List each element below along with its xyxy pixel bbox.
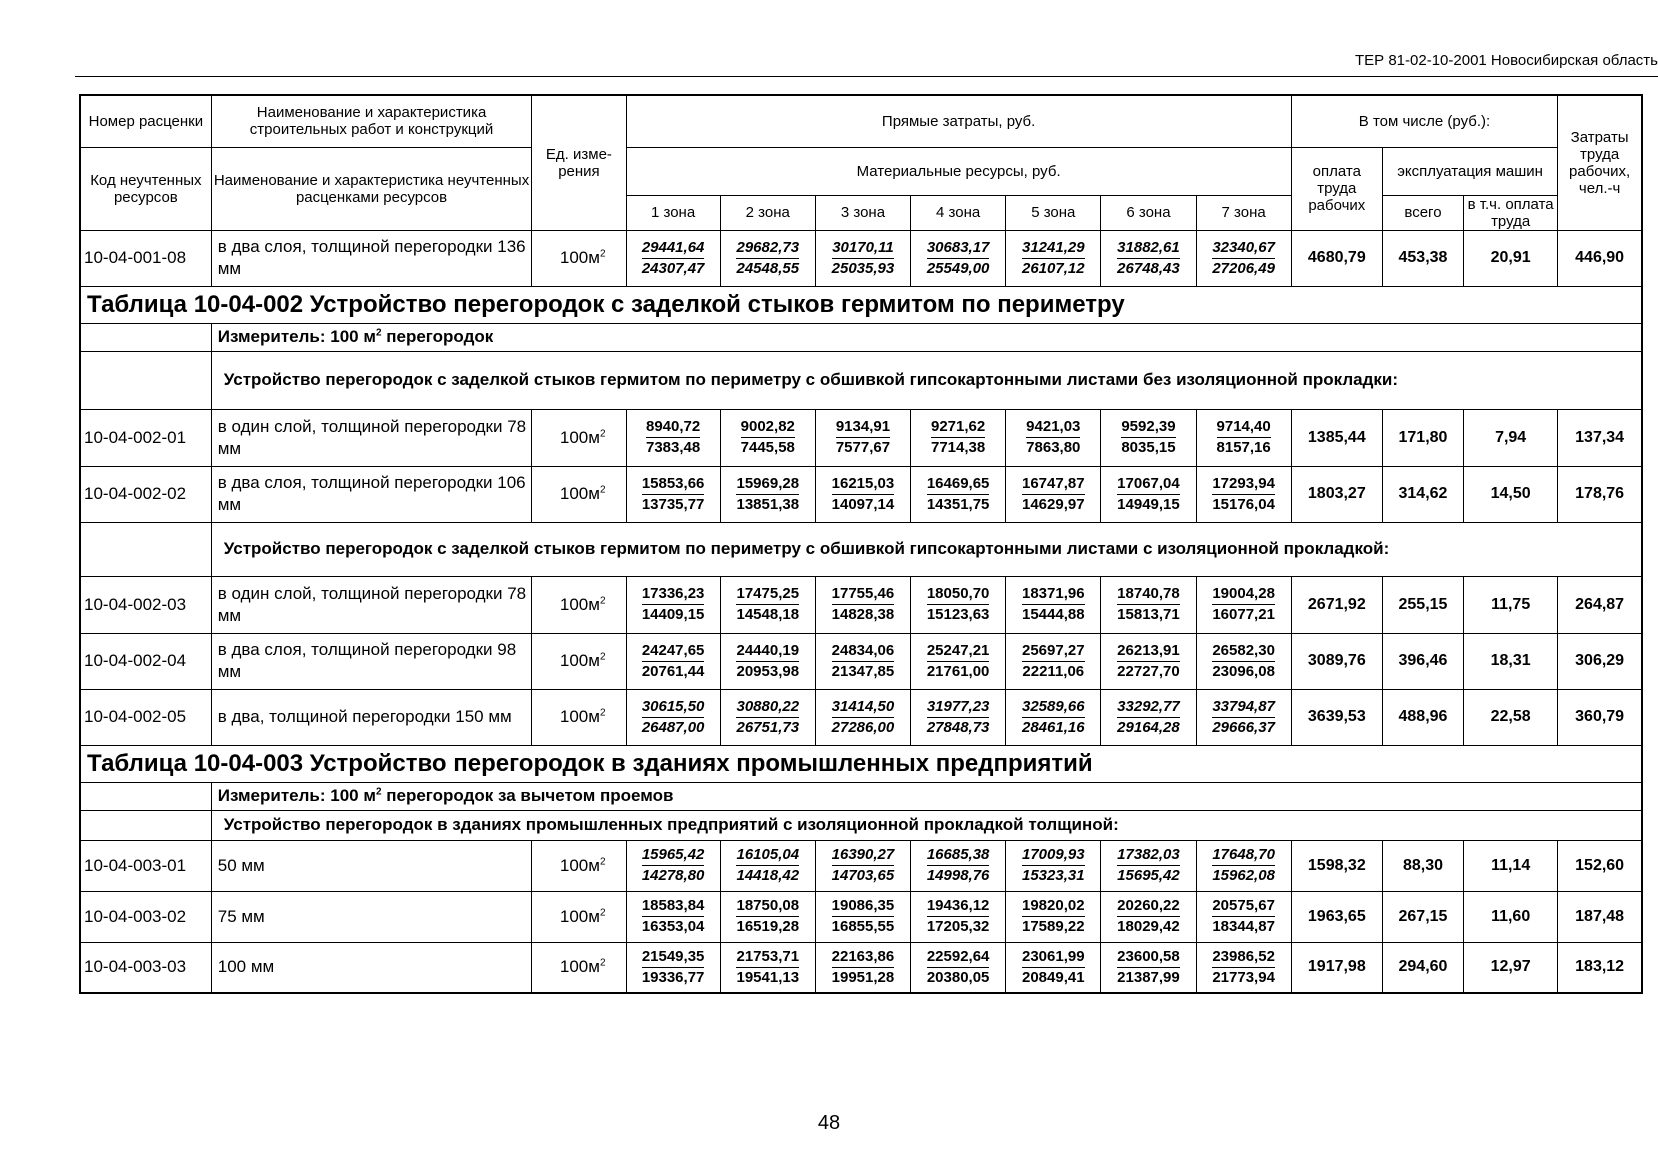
direct-cost: 9592,39 (1121, 417, 1175, 438)
material-cost: 15176,04 (1212, 495, 1275, 513)
zone-price (1006, 576, 1101, 633)
material-cost: 24307,47 (641, 259, 705, 277)
material-cost: 29164,28 (1117, 718, 1180, 736)
table-row (80, 633, 1642, 689)
wages-value: 1917,98 (1291, 942, 1382, 993)
material-cost: 22727,70 (1117, 662, 1180, 680)
unit: $100м^2$ (532, 466, 626, 522)
material-cost: 8157,16 (1216, 439, 1271, 456)
direct-cost: 30880,22 (736, 697, 799, 718)
hdr-labor: Затраты труда рабочих, чел.-ч (1558, 95, 1642, 230)
zone-price (815, 409, 910, 466)
labor-value: 178,76 (1558, 466, 1642, 522)
direct-cost: 16685,38 (927, 845, 990, 866)
direct-cost: 31977,23 (927, 697, 990, 718)
hdr-unit: Ед. изме-рения (532, 95, 626, 230)
zone-price (911, 633, 1006, 689)
direct-cost: 31241,29 (1022, 238, 1085, 259)
hdr-machines: эксплуатация машин (1382, 147, 1557, 195)
direct-cost: 31414,50 (832, 697, 895, 718)
labor-value: 183,12 (1558, 942, 1642, 993)
direct-cost: 23600,58 (1117, 947, 1180, 968)
zone-price (1006, 633, 1101, 689)
work-name: в два слоя, толщиной перегородки 136 мм (211, 230, 532, 286)
material-cost: 25035,93 (831, 259, 895, 277)
table-row (80, 409, 1642, 466)
direct-cost: 16215,03 (832, 474, 895, 495)
zone-price (720, 840, 815, 891)
direct-cost: 23061,99 (1022, 947, 1085, 968)
machines-value: 453,38 (1382, 230, 1463, 286)
zone-price (911, 466, 1006, 522)
machines-wages-value: 12,97 (1464, 942, 1558, 993)
zone-price (1196, 942, 1291, 993)
zone-price (720, 576, 815, 633)
zone-price (1101, 942, 1196, 993)
direct-cost: 20260,22 (1117, 896, 1180, 917)
zone-price (1101, 891, 1196, 942)
direct-cost: 21549,35 (642, 947, 705, 968)
work-name: 75 мм (211, 891, 532, 942)
hdr-code: Код неучтенных ресурсов (80, 147, 211, 230)
unit: $100м^2$ (532, 942, 626, 993)
direct-cost: 25697,27 (1022, 641, 1085, 662)
material-cost: 19336,77 (641, 968, 705, 986)
rate-code: 10-04-002-03 (80, 576, 211, 633)
zone-price (1006, 689, 1101, 745)
rates-table (79, 94, 1643, 994)
material-cost: 8035,15 (1121, 439, 1176, 456)
zone-price (815, 230, 910, 286)
zone-price (626, 576, 720, 633)
direct-cost: 16747,87 (1022, 474, 1085, 495)
direct-cost: 15853,66 (642, 474, 705, 495)
material-cost: 23096,08 (1212, 662, 1275, 680)
material-cost: 14703,65 (831, 867, 895, 884)
material-cost: 28461,16 (1022, 718, 1085, 736)
zone-price (1006, 409, 1101, 466)
hdr-zone: 2 зона (720, 195, 815, 230)
material-cost: 20953,98 (736, 662, 800, 680)
material-cost: 15323,31 (1022, 867, 1085, 884)
material-cost: 16353,04 (641, 918, 705, 935)
material-cost: 15444,88 (1022, 606, 1085, 623)
direct-cost: 19004,28 (1212, 584, 1275, 605)
direct-cost: 17382,03 (1117, 845, 1180, 866)
hdr-wages: оплата труда рабочих (1291, 147, 1382, 230)
material-cost: 24548,55 (736, 259, 800, 277)
direct-cost: 18750,08 (736, 896, 799, 917)
direct-cost: 8940,72 (646, 417, 700, 438)
direct-cost: 17648,70 (1212, 845, 1275, 866)
material-cost: 14278,80 (641, 867, 705, 884)
machines-wages-value: 22,58 (1464, 689, 1558, 745)
material-cost: 20849,41 (1022, 968, 1085, 986)
material-cost: 7863,80 (1026, 439, 1081, 456)
zone-price (1101, 840, 1196, 891)
group-heading: Устройство перегородок с заделкой стыков гермитом по периметру с обшивкой гипсокартонными листами без изоляционной прокладки: (211, 351, 1642, 409)
machines-value: 294,60 (1382, 942, 1463, 993)
rate-code: 10-04-002-05 (80, 689, 211, 745)
material-cost: 25549,00 (926, 259, 990, 277)
zone-price (1196, 633, 1291, 689)
labor-value: 360,79 (1558, 689, 1642, 745)
table-row (80, 891, 1642, 942)
material-cost: 16855,55 (831, 918, 895, 935)
direct-cost: 24440,19 (736, 641, 799, 662)
zone-price (626, 891, 720, 942)
material-cost: 14998,76 (926, 867, 990, 884)
hdr-zone: 1 зона (626, 195, 720, 230)
rate-code: 10-04-003-01 (80, 840, 211, 891)
hdr-incl-wages: в т.ч. оплата труда (1464, 195, 1558, 230)
hdr-number: Номер расценки (80, 95, 211, 147)
zone-price (911, 576, 1006, 633)
direct-cost: 20575,67 (1212, 896, 1275, 917)
direct-cost: 17009,93 (1022, 845, 1085, 866)
work-name: 100 мм (211, 942, 532, 993)
table-title: Таблица 10-04-002 Устройство перегородок с заделкой стыков гермитом по периметру (80, 286, 1642, 323)
material-cost: 14097,14 (831, 495, 895, 513)
hdr-zone: 3 зона (815, 195, 910, 230)
machines-value: 88,30 (1382, 840, 1463, 891)
zone-price (815, 576, 910, 633)
hdr-direct-costs: Прямые затраты, руб. (626, 95, 1291, 147)
material-cost: 7714,38 (931, 439, 986, 456)
material-cost: 16077,21 (1212, 606, 1275, 623)
zone-price (720, 466, 815, 522)
machines-wages-value: 11,75 (1464, 576, 1558, 633)
labor-value: 306,29 (1558, 633, 1642, 689)
labor-value: 446,90 (1558, 230, 1642, 286)
material-cost: 21761,00 (926, 662, 990, 680)
wages-value: 4680,79 (1291, 230, 1382, 286)
material-cost: 7577,67 (835, 439, 891, 456)
direct-cost: 22592,64 (927, 947, 990, 968)
direct-cost: 19086,35 (832, 896, 895, 917)
meter: Измеритель: 100 $м^2$ перегородок за вычетом проемов (211, 782, 1642, 810)
zone-price (1196, 689, 1291, 745)
work-name: 50 мм (211, 840, 532, 891)
rate-code: 10-04-002-02 (80, 466, 211, 522)
zone-price (815, 633, 910, 689)
direct-cost: 17755,46 (832, 584, 895, 605)
direct-cost: 33292,77 (1117, 697, 1180, 718)
direct-cost: 16469,65 (927, 474, 990, 495)
wages-value: 3639,53 (1291, 689, 1382, 745)
zone-price (815, 689, 910, 745)
material-cost: 7445,58 (740, 439, 795, 456)
zone-price (626, 633, 720, 689)
hdr-incl: В том числе (руб.): (1291, 95, 1558, 147)
machines-value: 314,62 (1382, 466, 1463, 522)
zone-price (1101, 689, 1196, 745)
hdr-total: всего (1382, 195, 1463, 230)
direct-cost: 33794,87 (1212, 697, 1275, 718)
material-cost: 14409,15 (641, 606, 705, 623)
direct-cost: 18371,96 (1022, 584, 1085, 605)
direct-cost: 17067,04 (1117, 474, 1180, 495)
table-title: Таблица 10-04-003 Устройство перегородок в зданиях промышленных предприятий (80, 745, 1642, 782)
direct-cost: 32589,66 (1022, 697, 1085, 718)
work-name: в два, толщиной перегородки 150 мм (211, 689, 532, 745)
machines-value: 171,80 (1382, 409, 1463, 466)
direct-cost: 17475,25 (736, 584, 799, 605)
zone-price (720, 633, 815, 689)
material-cost: 21347,85 (831, 662, 895, 680)
zone-price (626, 466, 720, 522)
direct-cost: 15969,28 (736, 474, 799, 495)
zone-price (911, 689, 1006, 745)
direct-cost: 23986,52 (1212, 947, 1275, 968)
zone-price (1006, 466, 1101, 522)
zone-price (626, 409, 720, 466)
zone-price (1101, 409, 1196, 466)
zone-price (1101, 576, 1196, 633)
table-row (80, 576, 1642, 633)
direct-cost: 16105,04 (736, 845, 799, 866)
direct-cost: 29441,64 (642, 238, 705, 259)
material-cost: 18344,87 (1212, 918, 1275, 935)
running-header: ТЕР 81-02-10-2001 Новосибирская область (1355, 52, 1658, 69)
material-cost: 26107,12 (1022, 259, 1085, 277)
work-name: в один слой, толщиной перегородки 78 мм (211, 576, 532, 633)
material-cost: 7383,48 (645, 439, 701, 456)
unit: $100м^2$ (532, 576, 626, 633)
machines-value: 488,96 (1382, 689, 1463, 745)
direct-cost: 25247,21 (927, 641, 990, 662)
material-cost: 14418,42 (736, 867, 800, 884)
group-heading: Устройство перегородок в зданиях промышленных предприятий с изоляционной прокладкой толщиной: (211, 810, 1642, 840)
direct-cost: 22163,86 (832, 947, 895, 968)
zone-price (1101, 230, 1196, 286)
zone-price (1196, 409, 1291, 466)
direct-cost: 30683,17 (927, 238, 990, 259)
zone-price (1101, 466, 1196, 522)
direct-cost: 32340,67 (1212, 238, 1275, 259)
direct-cost: 17293,94 (1212, 474, 1275, 495)
material-cost: 14828,38 (831, 606, 895, 623)
hdr-zone: 4 зона (911, 195, 1006, 230)
table-row (80, 466, 1642, 522)
zone-price (911, 891, 1006, 942)
unit: $100м^2$ (532, 840, 626, 891)
material-cost: 15123,63 (926, 606, 990, 623)
direct-cost: 30615,50 (642, 697, 705, 718)
material-cost: 16519,28 (736, 918, 800, 935)
zone-price (1196, 576, 1291, 633)
zone-price (626, 840, 720, 891)
material-cost: 26487,00 (641, 718, 705, 736)
table-row (80, 942, 1642, 993)
machines-wages-value: 20,91 (1464, 230, 1558, 286)
hdr-zone: 6 зона (1101, 195, 1196, 230)
rate-code: 10-04-002-01 (80, 409, 211, 466)
zone-price (626, 942, 720, 993)
group-heading: Устройство перегородок с заделкой стыков гермитом по периметру с обшивкой гипсокартонными листами с изоляционной прокладкой: (211, 522, 1642, 576)
direct-cost: 15965,42 (642, 845, 705, 866)
machines-value: 255,15 (1382, 576, 1463, 633)
unit: $100м^2$ (532, 633, 626, 689)
direct-cost: 30170,11 (832, 238, 893, 259)
machines-wages-value: 14,50 (1464, 466, 1558, 522)
material-cost: 19951,28 (831, 968, 895, 986)
direct-cost: 18740,78 (1117, 584, 1180, 605)
zone-price (911, 840, 1006, 891)
machines-value: 267,15 (1382, 891, 1463, 942)
direct-cost: 31882,61 (1117, 238, 1180, 259)
zone-price (911, 230, 1006, 286)
material-cost: 27286,00 (831, 718, 895, 736)
machines-wages-value: 18,31 (1464, 633, 1558, 689)
material-cost: 13735,77 (641, 495, 705, 513)
direct-cost: 9002,82 (741, 417, 795, 438)
zone-price (720, 230, 815, 286)
direct-cost: 21753,71 (736, 947, 799, 968)
wages-value: 1963,65 (1291, 891, 1382, 942)
meter: Измеритель: 100 $м^2$ перегородок (211, 323, 1642, 351)
material-cost: 15813,71 (1117, 606, 1180, 623)
machines-wages-value: 7,94 (1464, 409, 1558, 466)
direct-cost: 19436,12 (927, 896, 990, 917)
material-cost: 15962,08 (1212, 867, 1275, 884)
hdr-zone: 7 зона (1196, 195, 1291, 230)
unit: $100м^2$ (532, 689, 626, 745)
zone-price (1006, 891, 1101, 942)
material-cost: 27206,49 (1212, 259, 1275, 277)
wages-value: 1598,32 (1291, 840, 1382, 891)
zone-price (1196, 840, 1291, 891)
direct-cost: 9421,03 (1026, 417, 1080, 438)
material-cost: 17589,22 (1022, 918, 1085, 935)
rate-code: 10-04-003-03 (80, 942, 211, 993)
zone-price (1006, 942, 1101, 993)
zone-price (720, 409, 815, 466)
zone-price (1006, 840, 1101, 891)
material-cost: 21387,99 (1117, 968, 1180, 986)
direct-cost: 9134,91 (836, 417, 890, 438)
zone-price (626, 230, 720, 286)
labor-value: 187,48 (1558, 891, 1642, 942)
direct-cost: 24247,65 (642, 641, 705, 662)
zone-price (720, 689, 815, 745)
material-cost: 19541,13 (736, 968, 800, 986)
machines-wages-value: 11,14 (1464, 840, 1558, 891)
zone-price (1006, 230, 1101, 286)
direct-cost: 19820,02 (1022, 896, 1085, 917)
table-row (80, 230, 1642, 286)
material-cost: 14629,97 (1022, 495, 1085, 513)
zone-price (720, 891, 815, 942)
zone-price (720, 942, 815, 993)
work-name: в два слоя, толщиной перегородки 98 мм (211, 633, 532, 689)
zone-price (815, 891, 910, 942)
header-rule (75, 76, 1658, 77)
material-cost: 14351,75 (926, 495, 990, 513)
zone-price (1196, 466, 1291, 522)
rate-code: 10-04-003-02 (80, 891, 211, 942)
zone-price (815, 466, 910, 522)
material-cost: 26748,43 (1117, 259, 1180, 277)
wages-value: 1385,44 (1291, 409, 1382, 466)
machines-wages-value: 11,60 (1464, 891, 1558, 942)
material-cost: 15695,42 (1117, 867, 1180, 884)
wages-value: 3089,76 (1291, 633, 1382, 689)
material-cost: 17205,32 (926, 918, 990, 935)
zone-price (626, 689, 720, 745)
direct-cost: 26582,30 (1212, 641, 1275, 662)
direct-cost: 17336,23 (642, 584, 705, 605)
unit: $100м^2$ (532, 409, 626, 466)
wages-value: 1803,27 (1291, 466, 1382, 522)
table-row (80, 840, 1642, 891)
work-name: в один слой, толщиной перегородки 78 мм (211, 409, 532, 466)
zone-price (815, 840, 910, 891)
material-cost: 29666,37 (1212, 718, 1275, 736)
work-name: в два слоя, толщиной перегородки 106 мм (211, 466, 532, 522)
direct-cost: 9714,40 (1217, 417, 1271, 438)
zone-price (815, 942, 910, 993)
zone-price (911, 942, 1006, 993)
material-cost: 14949,15 (1117, 495, 1180, 513)
rate-code: 10-04-002-04 (80, 633, 211, 689)
hdr-zone: 5 зона (1006, 195, 1101, 230)
hdr-name-resources: Наименование и характеристика неучтенных расценками ресурсов (211, 147, 532, 230)
hdr-material: Материальные ресурсы, руб. (626, 147, 1291, 195)
rate-code: 10-04-001-08 (80, 230, 211, 286)
direct-cost: 29682,73 (736, 238, 799, 259)
material-cost: 14548,18 (736, 606, 800, 623)
wages-value: 2671,92 (1291, 576, 1382, 633)
material-cost: 18029,42 (1117, 918, 1180, 935)
unit: $100м^2$ (532, 891, 626, 942)
direct-cost: 18583,84 (642, 896, 705, 917)
material-cost: 20380,05 (926, 968, 990, 986)
machines-value: 396,46 (1382, 633, 1463, 689)
direct-cost: 9271,62 (931, 417, 985, 438)
zone-price (911, 409, 1006, 466)
labor-value: 152,60 (1558, 840, 1642, 891)
direct-cost: 24834,06 (832, 641, 895, 662)
labor-value: 264,87 (1558, 576, 1642, 633)
direct-cost: 18050,70 (927, 584, 990, 605)
material-cost: 27848,73 (926, 718, 990, 736)
hdr-name: Наименование и характеристика строительных работ и конструкций (211, 95, 532, 147)
direct-cost: 26213,91 (1117, 641, 1180, 662)
material-cost: 13851,38 (736, 495, 800, 513)
material-cost: 20761,44 (641, 662, 705, 680)
material-cost: 22211,06 (1022, 662, 1085, 680)
zone-price (1196, 891, 1291, 942)
direct-cost: 16390,27 (832, 845, 895, 866)
material-cost: 21773,94 (1212, 968, 1275, 986)
unit: $100м^2$ (532, 230, 626, 286)
labor-value: 137,34 (1558, 409, 1642, 466)
material-cost: 26751,73 (736, 718, 800, 736)
zone-price (1101, 633, 1196, 689)
page-number: 48 (817, 1112, 841, 1134)
table-row (80, 689, 1642, 745)
zone-price (1196, 230, 1291, 286)
